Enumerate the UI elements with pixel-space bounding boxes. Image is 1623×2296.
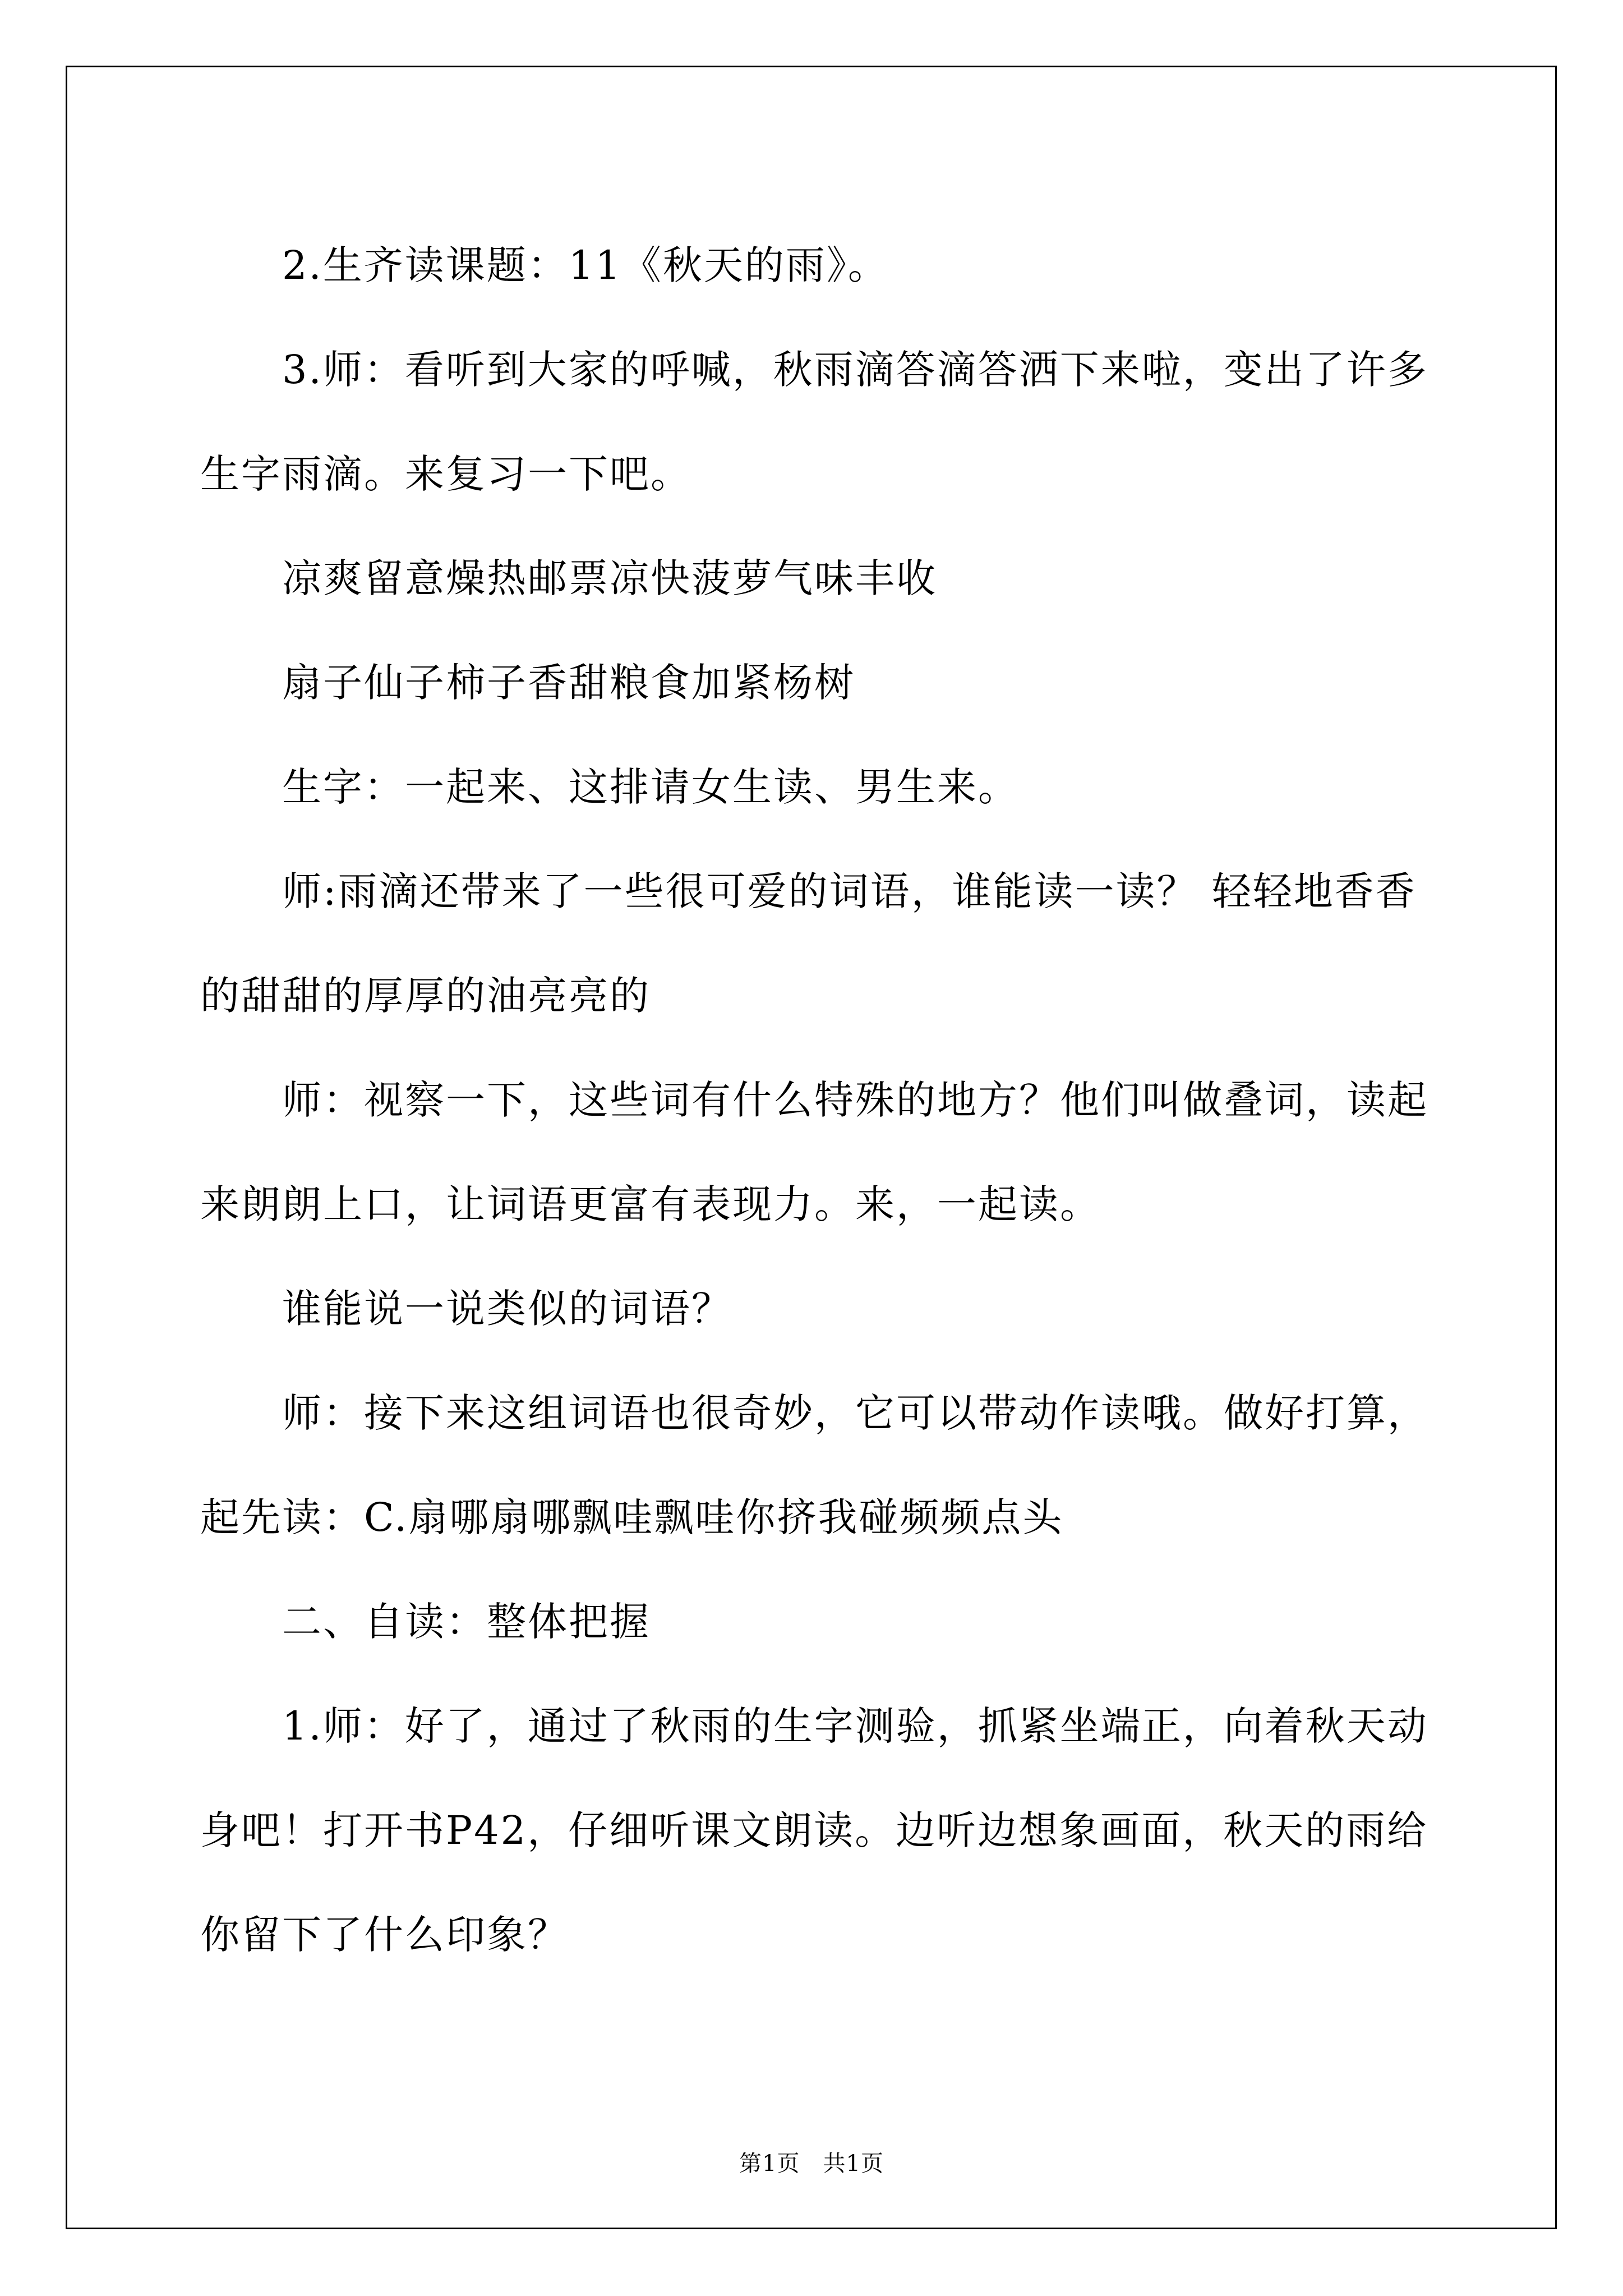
paragraph-8: 谁能说一说类似的词语？ bbox=[282, 1286, 732, 1332]
paragraph-6: 师:雨滴还带来了一些很可爱的词语，谁能读一读？ 轻轻地香香的甜甜的厚厚的油亮亮的 bbox=[200, 868, 1417, 1019]
paragraph-5: 生字：一起来、这排请女生读、男生来。 bbox=[282, 764, 1019, 810]
paragraph-1: 2.生齐读课题：11《秋天的雨》。 bbox=[282, 242, 889, 288]
paragraph-9: 师：接下来这组词语也很奇妙，它可以带动作读哦。做好打算，起先读：C.扇哪扇哪飘哇飘哇你挤我碰频频点头 bbox=[200, 1390, 1428, 1540]
paragraph-10: 二、自读：整体把握 bbox=[282, 1599, 651, 1645]
document-body bbox=[200, 213, 1434, 1987]
paragraph-2: 3.师：看听到大家的呼喊，秋雨滴答滴答洒下来啦，变出了许多生字雨滴。来复习一下吧。 bbox=[200, 347, 1428, 497]
paragraph-7: 师：视察一下，这些词有什么特殊的地方？他们叫做叠词，读起来朗朗上口，让词语更富有表现力。来，一起读。 bbox=[200, 1077, 1428, 1227]
paragraph-3: 凉爽留意燥热邮票凉快菠萝气味丰收 bbox=[282, 555, 937, 601]
page-number-footer: 第1页 共1页 bbox=[739, 2151, 884, 2177]
paragraph-4: 扇子仙子柿子香甜粮食加紧杨树 bbox=[282, 660, 855, 706]
paragraph-11: 1.师：好了，通过了秋雨的生字测验，抓紧坐端正，向着秋天动身吧！打开书P42，仔细听课文朗读。边听边想象画面，秋天的雨给你留下了什么印象？ bbox=[200, 1703, 1428, 1958]
